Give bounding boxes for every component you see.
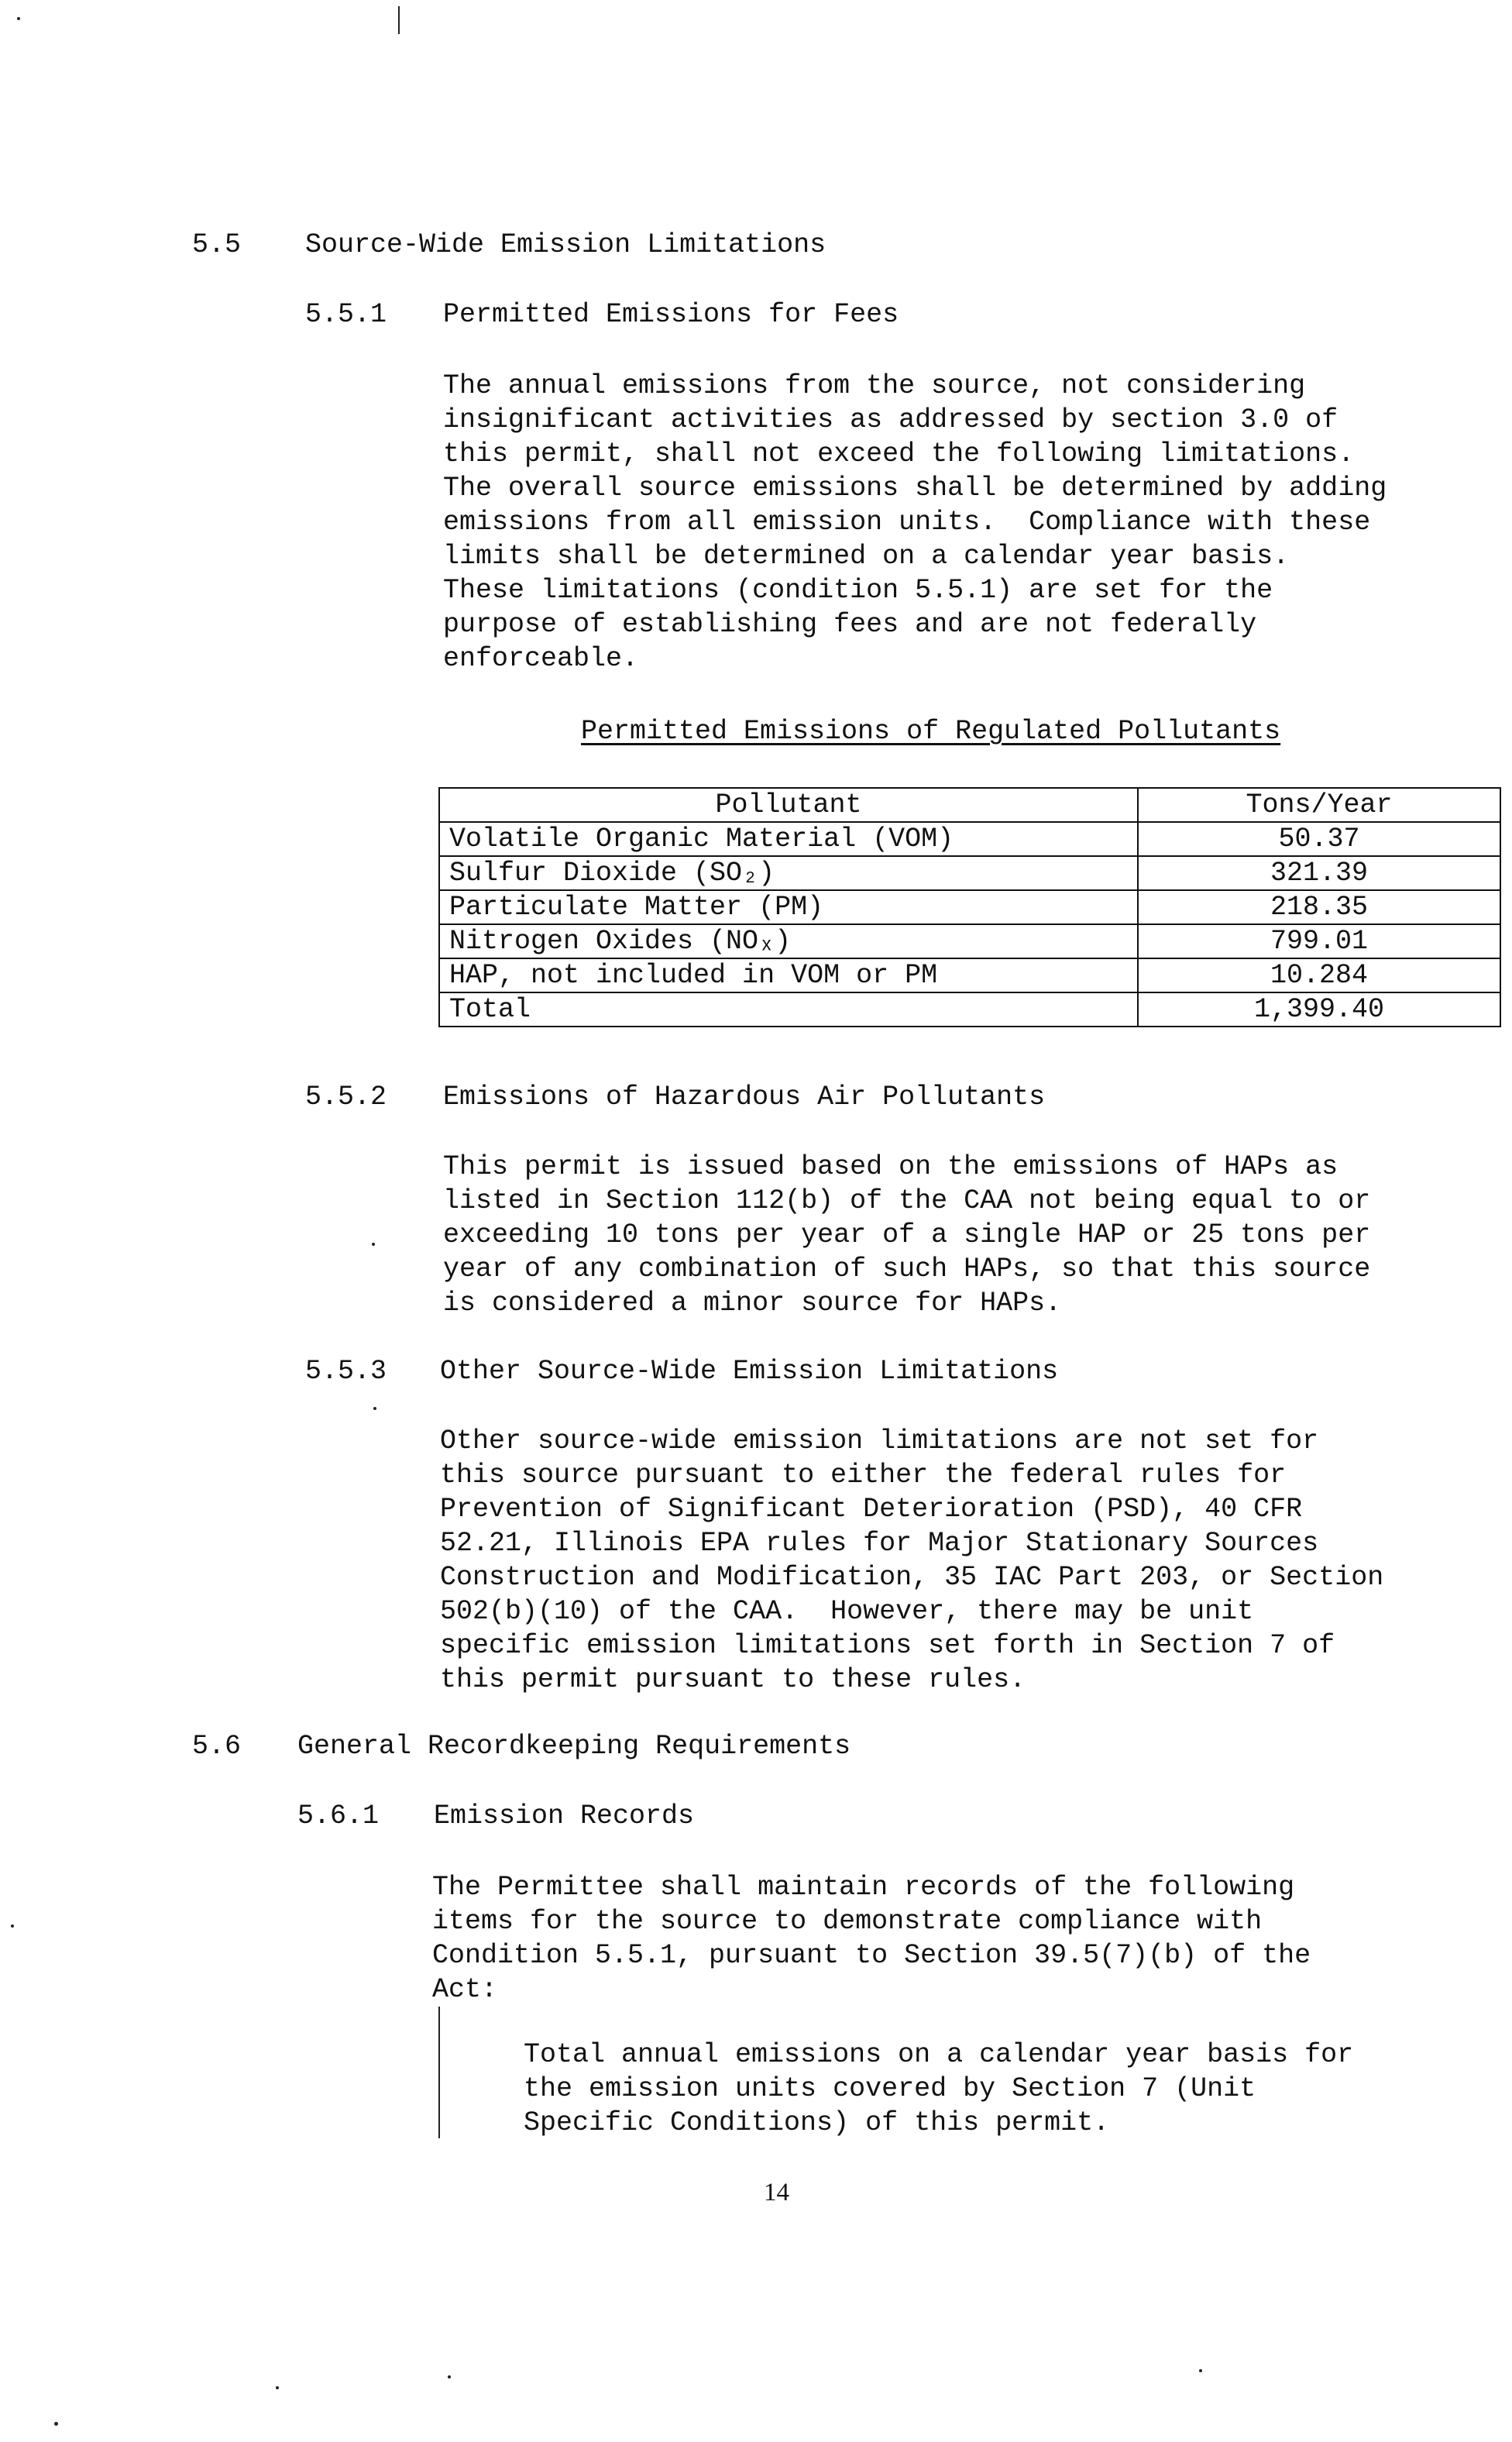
paragraph-5-6-1 — [432, 1870, 1311, 2007]
table-row — [439, 822, 1500, 856]
tons-cell: 321.39 — [1138, 856, 1500, 890]
paragraph-line: This permit is issued based on the emissions of HAPs as — [443, 1151, 1338, 1182]
paragraph-line: The overall source emissions shall be determined by adding — [443, 473, 1387, 504]
pollutant-cell: Nitrogen Oxides (NOₓ) — [439, 924, 1138, 958]
paragraph-5-5-2 — [443, 1150, 1370, 1320]
pollutant-cell: Sulfur Dioxide (SO₂) — [439, 856, 1138, 890]
paragraph-line: specific emission limitations set forth in Section 7 of — [440, 1630, 1335, 1661]
page-number: 14 — [764, 2179, 789, 2206]
table-header-row — [439, 788, 1500, 822]
scan-speck — [54, 2422, 58, 2426]
subsection-number-5-5-3: 5.5.3 — [305, 1356, 387, 1387]
subsection-number-5-5-1: 5.5.1 — [305, 299, 387, 330]
section-number-5-6: 5.6 — [192, 1731, 242, 1762]
paragraph-line: items for the source to demonstrate compliance with — [432, 1906, 1263, 1937]
paragraph-5-5-3 — [440, 1424, 1383, 1697]
table-row — [439, 856, 1500, 890]
paragraph-line: 52.21, Illinois EPA rules for Major Stationary Sources — [440, 1528, 1319, 1559]
subsection-number-5-5-2: 5.5.2 — [305, 1082, 387, 1113]
subsection-title-5-5-2: Emissions of Hazardous Air Pollutants — [443, 1082, 1046, 1113]
paragraph-line: limits shall be determined on a calendar year basis. — [443, 541, 1290, 572]
paragraph-line: Act: — [432, 1974, 498, 2005]
paragraph-line: this source pursuant to either the federal rules for — [440, 1460, 1287, 1491]
table-row — [439, 958, 1500, 992]
section-number-5-5: 5.5 — [192, 229, 242, 260]
scan-speck — [448, 2375, 451, 2378]
tons-cell: 218.35 — [1138, 890, 1500, 924]
scan-speck — [276, 2386, 279, 2389]
paragraph-line: insignificant activities as addressed by section 3.0 of — [443, 404, 1338, 435]
paragraph-line: Other source-wide emission limitations are not set for — [440, 1426, 1319, 1457]
paragraph-line: the emission units covered by Section 7 (Unit — [524, 2073, 1256, 2104]
scan-mark — [398, 6, 400, 34]
pollutant-cell: Total — [439, 992, 1138, 1027]
paragraph-line: These limitations (condition 5.5.1) are set for the — [443, 575, 1273, 606]
pollutant-cell: HAP, not included in VOM or PM — [439, 958, 1138, 992]
paragraph-line: enforceable. — [443, 643, 639, 674]
column-header-pollutant: Pollutant — [439, 788, 1138, 822]
subsection-title-5-5-3: Other Source-Wide Emission Limitations — [440, 1356, 1059, 1387]
scan-speck — [1199, 2369, 1202, 2372]
table-row — [439, 890, 1500, 924]
paragraph-line: Total annual emissions on a calendar year basis for — [524, 2039, 1354, 2070]
subsection-number-5-6-1: 5.6.1 — [297, 1801, 380, 1831]
paragraph-line: Prevention of Significant Deterioration (PSD), 40 CFR — [440, 1494, 1303, 1525]
subsection-title-5-5-1: Permitted Emissions for Fees — [443, 299, 899, 330]
pollutant-cell: Particulate Matter (PM) — [439, 890, 1138, 924]
tons-cell: 50.37 — [1138, 822, 1500, 856]
tons-cell: 1,399.40 — [1138, 992, 1500, 1027]
section-title-5-6: General Recordkeeping Requirements — [297, 1731, 851, 1762]
scan-speck — [11, 1924, 14, 1928]
paragraph-line: this permit, shall not exceed the following limitations. — [443, 439, 1355, 469]
paragraph-line: is considered a minor source for HAPs. — [443, 1288, 1062, 1319]
paragraph-line: year of any combination of such HAPs, so that this source — [443, 1254, 1371, 1285]
paragraph-5-5-1 — [443, 369, 1387, 676]
paragraph-line: this permit pursuant to these rules. — [440, 1664, 1026, 1695]
table-row — [439, 924, 1500, 958]
scan-speck — [373, 1407, 376, 1410]
tons-cell: 10.284 — [1138, 958, 1500, 992]
scan-speck — [17, 17, 20, 20]
tons-cell: 799.01 — [1138, 924, 1500, 958]
paragraph-line: The annual emissions from the source, not considering — [443, 370, 1306, 401]
margin-bar — [438, 2007, 440, 2138]
paragraph-line: emissions from all emission units. Compliance with these — [443, 507, 1371, 538]
pollutant-table — [438, 787, 1501, 1027]
paragraph-line: The Permittee shall maintain records of the following — [432, 1872, 1295, 1903]
paragraph-line: exceeding 10 tons per year of a single HAP or 25 tons per — [443, 1219, 1371, 1250]
scan-speck — [372, 1243, 375, 1246]
table-total-row — [439, 992, 1500, 1027]
sub-paragraph-5-6-1 — [524, 2038, 1353, 2140]
pollutant-cell: Volatile Organic Material (VOM) — [439, 822, 1138, 856]
subsection-title-5-6-1: Emission Records — [434, 1801, 695, 1831]
paragraph-line: Condition 5.5.1, pursuant to Section 39.5(7)(b) of the — [432, 1940, 1311, 1971]
paragraph-line: Specific Conditions) of this permit. — [524, 2107, 1110, 2138]
paragraph-line: purpose of establishing fees and are not federally — [443, 609, 1257, 640]
paragraph-line: 502(b)(10) of the CAA. However, there may be unit — [440, 1596, 1254, 1627]
table-title: Permitted Emissions of Regulated Pollutants — [581, 716, 1281, 747]
column-header-tons: Tons/Year — [1138, 788, 1500, 822]
section-title-5-5: Source-Wide Emission Limitations — [305, 229, 826, 260]
paragraph-line: listed in Section 112(b) of the CAA not being equal to or — [443, 1185, 1371, 1216]
paragraph-line: Construction and Modification, 35 IAC Part 203, or Section — [440, 1562, 1384, 1593]
